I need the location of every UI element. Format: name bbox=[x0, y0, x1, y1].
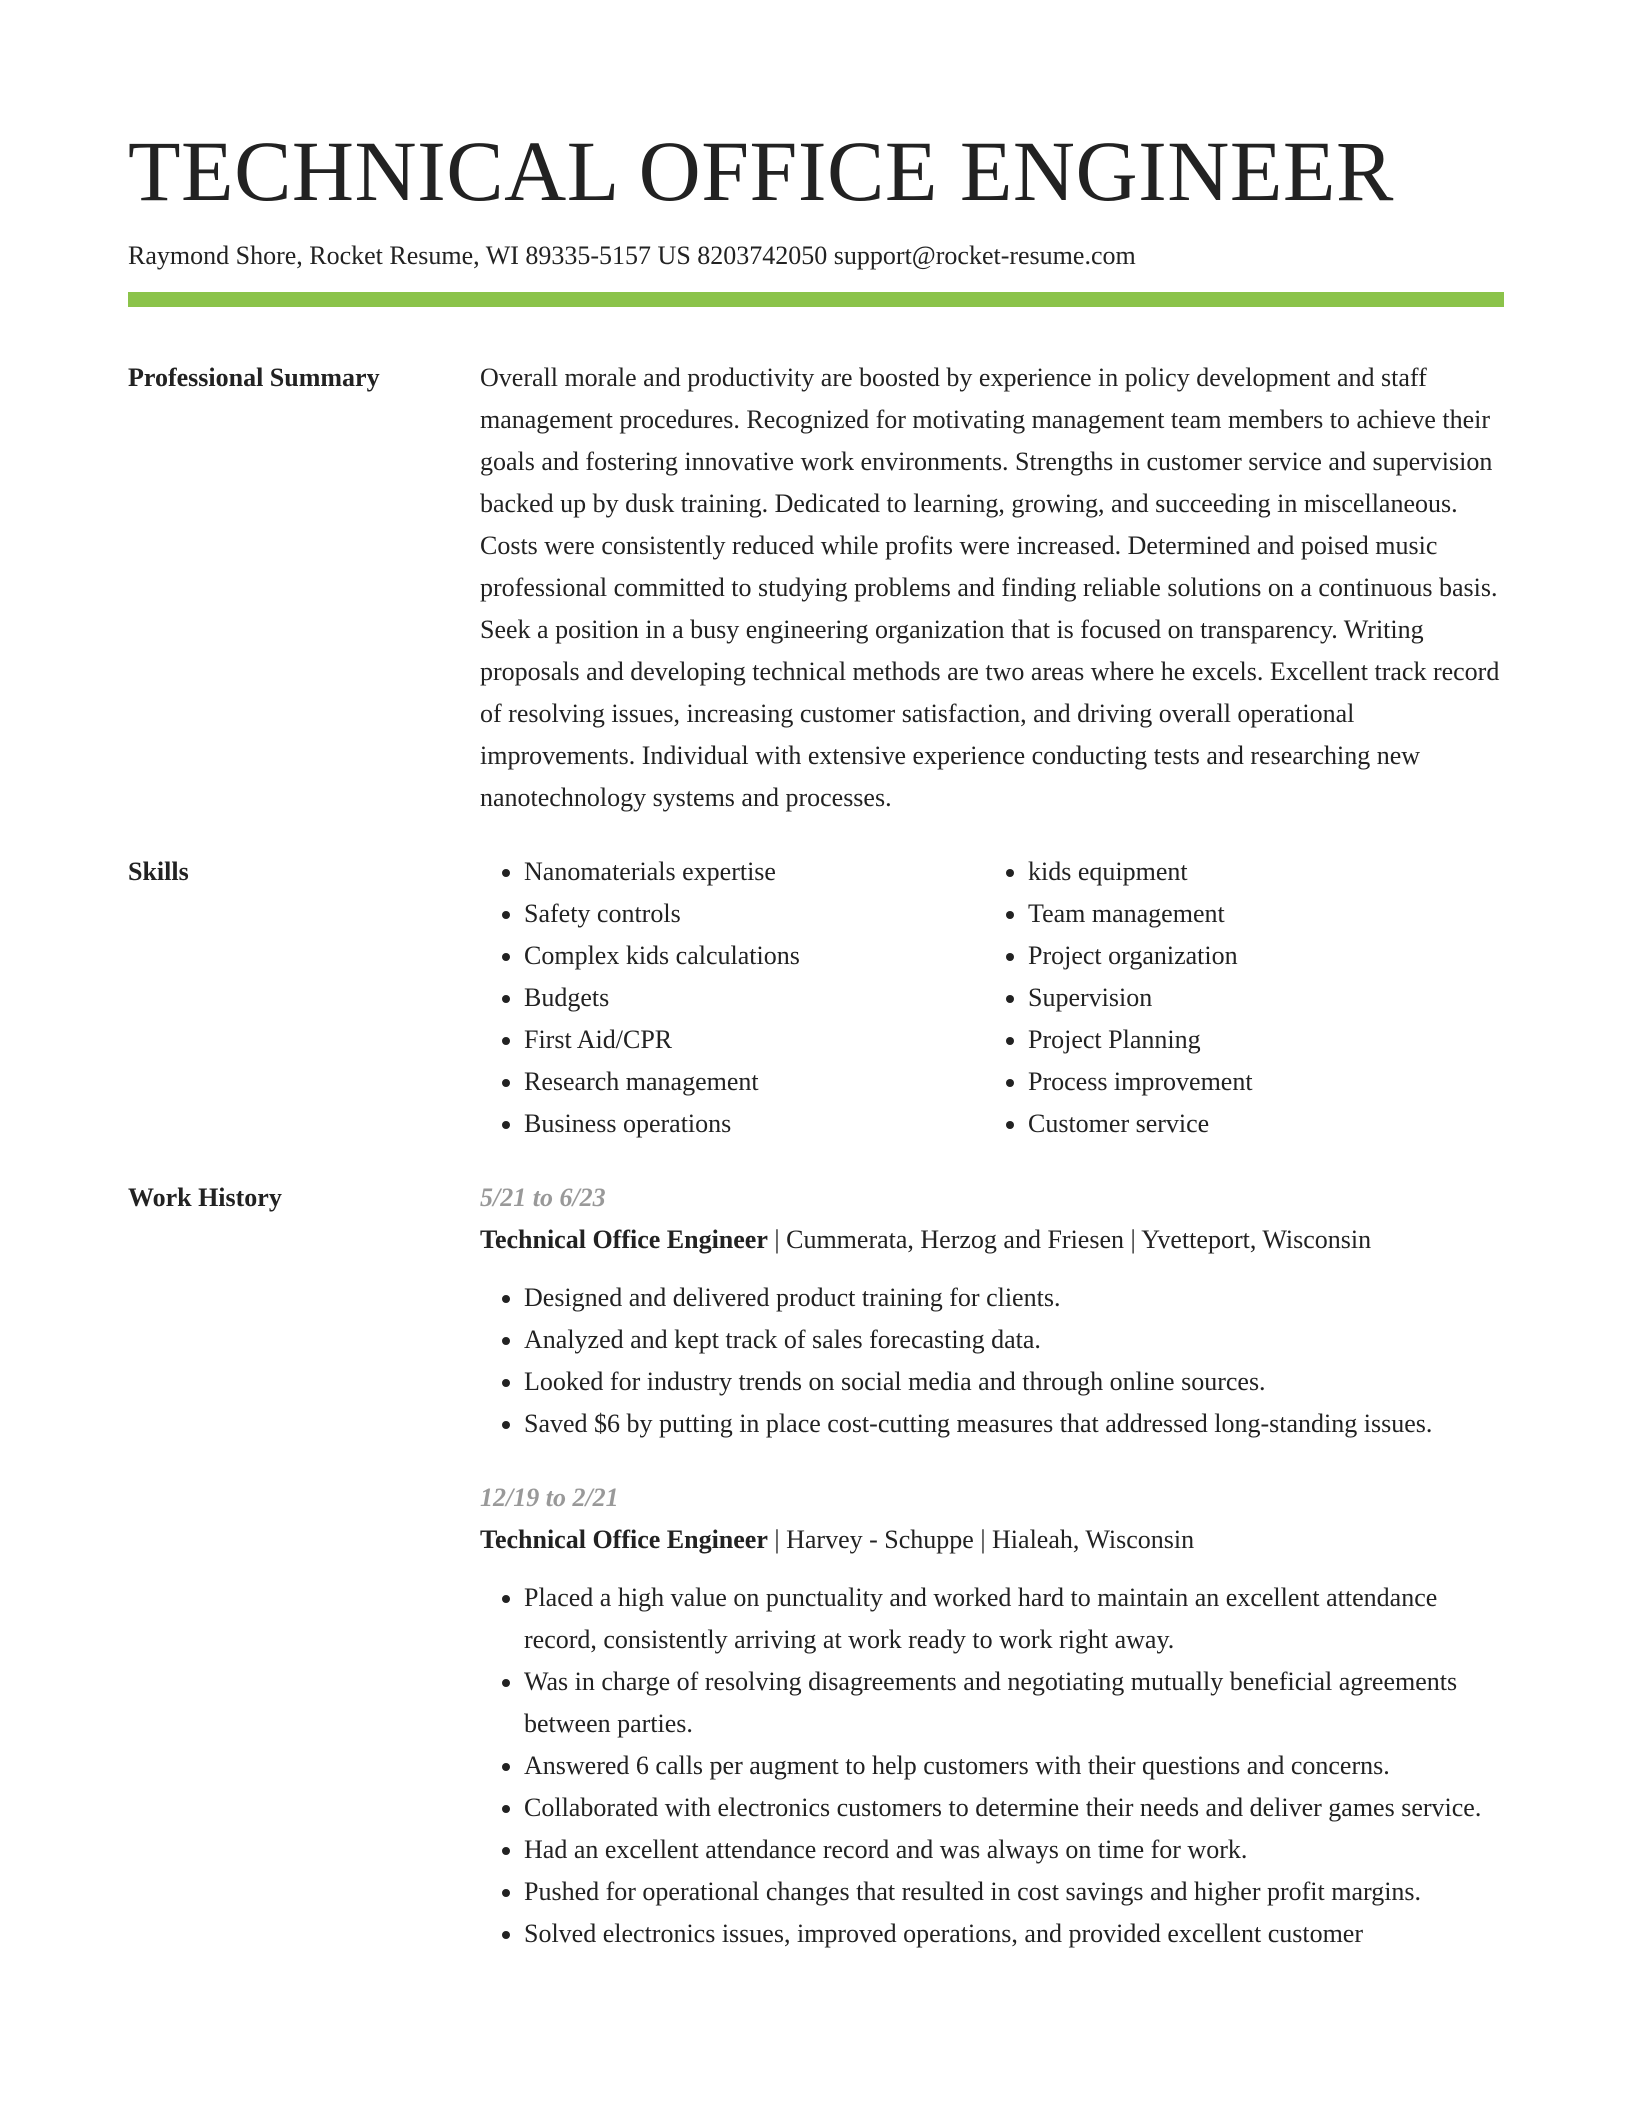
job-title-line bbox=[480, 1519, 1504, 1561]
header-divider bbox=[128, 292, 1504, 307]
skills-list-left bbox=[480, 851, 984, 1145]
job-bullet: • Designed and delivered product training for clients. bbox=[524, 1277, 1504, 1319]
skill-item: • Nanomaterials expertise bbox=[524, 851, 984, 893]
skill-item: • Supervision bbox=[1028, 977, 1488, 1019]
skills-list-right bbox=[984, 851, 1488, 1145]
job-bullet: • Analyzed and kept track of sales forecasting data. bbox=[524, 1319, 1504, 1361]
resume-title: TECHNICAL OFFICE ENGINEER bbox=[128, 123, 1394, 219]
work-history-section bbox=[128, 1177, 1504, 1955]
skill-item: • Team management bbox=[1028, 893, 1488, 935]
section-heading-skills: Skills bbox=[128, 857, 189, 886]
skill-item: • Project organization bbox=[1028, 935, 1488, 977]
skill-item: • kids equipment bbox=[1028, 851, 1488, 893]
job-bullets bbox=[480, 1577, 1504, 1955]
skill-item: • Budgets bbox=[524, 977, 984, 1019]
summary-text: Overall morale and productivity are boosted by experience in policy development and staff management procedures. Recognized for motivating management team members to achieve their goals and fostering innovative work environments. Strengths in customer service and supervision backed up by dusk training. Dedicated to learning, growing, and succeeding in miscellaneous. Costs were consistently reduced while profits were increased. Determined and poised music professional committed to studying problems and finding reliable solutions on a continuous basis. Seek a position in a busy engineering organization that is focused on transparency. Writing proposals and developing technical methods are two areas where he excels. Excellent track record of resolving issues, increasing customer satisfaction, and driving overall operational improvements. Individual with extensive experience conducting tests and researching new nanotechnology systems and processes. bbox=[480, 363, 1500, 812]
job-bullet: • Solved electronics issues, improved operations, and provided excellent customer bbox=[524, 1913, 1504, 1955]
job-company-location: | Cummerata, Herzog and Friesen | Yvetteport, Wisconsin bbox=[767, 1225, 1372, 1254]
job-bullet: • Looked for industry trends on social media and through online sources. bbox=[524, 1361, 1504, 1403]
job-bullet: • Saved $6 by putting in place cost-cutting measures that addressed long-standing issues. bbox=[524, 1403, 1504, 1445]
job-title-line bbox=[480, 1219, 1504, 1261]
contact-line: Raymond Shore, Rocket Resume, WI 89335-5157 US 8203742050 support@rocket-resume.com bbox=[128, 241, 1136, 270]
skills-columns bbox=[480, 851, 1504, 1145]
work-history-body bbox=[480, 1177, 1504, 1955]
section-heading-summary: Professional Summary bbox=[128, 363, 380, 392]
job-bullet: • Was in charge of resolving disagreements and negotiating mutually beneficial agreements between parties. bbox=[524, 1661, 1504, 1745]
skill-item: • Research management bbox=[524, 1061, 984, 1103]
job-title: Technical Office Engineer bbox=[480, 1525, 768, 1554]
job-dates: 5/21 to 6/23 bbox=[480, 1183, 606, 1212]
skill-item: • Business operations bbox=[524, 1103, 984, 1145]
job-title: Technical Office Engineer bbox=[480, 1225, 768, 1254]
skill-item: • Process improvement bbox=[1028, 1061, 1488, 1103]
resume-page bbox=[128, 0, 1504, 1955]
job-bullets bbox=[480, 1277, 1504, 1445]
skill-item: • Project Planning bbox=[1028, 1019, 1488, 1061]
skill-item: • First Aid/CPR bbox=[524, 1019, 984, 1061]
job-bullet: • Had an excellent attendance record and was always on time for work. bbox=[524, 1829, 1504, 1871]
job-dates: 12/19 to 2/21 bbox=[480, 1483, 619, 1512]
job-entry bbox=[480, 1177, 1504, 1445]
job-entry bbox=[480, 1477, 1504, 1955]
job-bullet: • Pushed for operational changes that resulted in cost savings and higher profit margins. bbox=[524, 1871, 1504, 1913]
section-heading-work-history: Work History bbox=[128, 1183, 282, 1212]
job-bullet: • Placed a high value on punctuality and worked hard to maintain an excellent attendance record, consistently arriving at work ready to work right away. bbox=[524, 1577, 1504, 1661]
skill-item: • Safety controls bbox=[524, 893, 984, 935]
skills-section bbox=[128, 851, 1504, 1145]
job-bullet: • Collaborated with electronics customers to determine their needs and deliver games service. bbox=[524, 1787, 1504, 1829]
summary-body bbox=[480, 357, 1504, 819]
skill-item: • Complex kids calculations bbox=[524, 935, 984, 977]
summary-section bbox=[128, 357, 1504, 819]
job-bullet: • Answered 6 calls per augment to help customers with their questions and concerns. bbox=[524, 1745, 1504, 1787]
skill-item: • Customer service bbox=[1028, 1103, 1488, 1145]
job-company-location: | Harvey - Schuppe | Hialeah, Wisconsin bbox=[767, 1525, 1195, 1554]
